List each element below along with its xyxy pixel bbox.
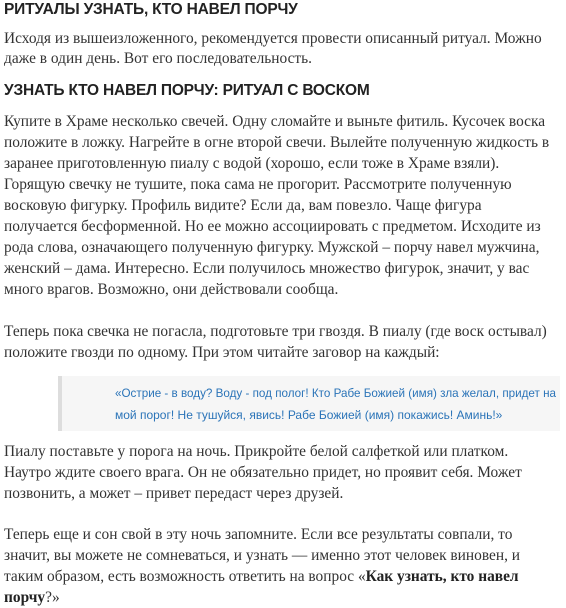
paragraph-1-line: женский – дама. Интересно. Если получилось множество фигурок, значит, у вас [4,260,530,277]
quote-line: мой порог! Не тушуйся, явись! Рабе Божией (имя) покажись! Аминь!» [115,408,503,422]
paragraph-1-line: получается бесформенной. Но ее можно ассоциировать с предметом. Исходите из [4,218,541,235]
paragraph-1-line: Купите в Храме несколько свечей. Одну сломайте и выньте фитиль. Кусочек воска [4,113,546,130]
paragraph-1-line: положите в ложку. Нагрейте в огне второй свечи. Вылейте полученную жидкость в [4,134,550,151]
key-question-bold: порчу [4,589,46,606]
paragraph-3-line: позвонить, а может – привет передаст через друзей. [4,485,344,502]
paragraph-1-line: Горящую свечку не тушите, пока сама не прогорит. Рассмотрите полученную [4,176,512,193]
paragraph-1-line: рода слова, означающего полученную фигурку. Мужской – порчу навел мужчина, [4,239,540,256]
heading-wax-ritual: УЗНАТЬ КТО НАВЕЛ ПОРЧУ: РИТУАЛ С ВОСКОМ [4,82,370,99]
paragraph-2-line: положите гвозди по одному. При этом читайте заговор на каждый: [4,344,440,361]
paragraph-4-line: Теперь еще и сон свой в эту ночь запомните. Если все результаты совпали, то [4,526,513,543]
paragraph-2-line: Теперь пока свечка не погасла, подготовьте три гвоздя. В пиалу (где воск остывал) [4,323,547,340]
intro-line: даже в один день. Вот его последовательность. [4,50,313,67]
paragraph-1-line: много врагов. Возможно, они действовали сообща. [4,281,339,298]
paragraph-4-line [4,568,519,586]
paragraph-4-line: значит, вы можете не сомневаться, и узнать — именно этот человек виновен, и [4,547,521,564]
heading-rituals: РИТУАЛЫ УЗНАТЬ, КТО НАВЕЛ ПОРЧУ [4,1,298,18]
paragraph-4-text: ?» [45,589,60,606]
intro-line: Исходя из вышеизложенного, рекомендуется провести описанный ритуал. Можно [4,30,542,47]
paragraph-1-line: восковую фигурку. Профиль видите? Если да, вам повезло. Чаще фигура [4,197,482,214]
paragraph-3-line: Наутро ждите своего врага. Он не обязательно придет, но проявит себя. Может [4,464,522,481]
paragraph-1-line: заранее приготовленную пиалу с водой (хорошо, если тоже в Храме взяли). [4,155,500,172]
paragraph-3-line: Пиалу поставьте у порога на ночь. Прикройте белой салфеткой или платком. [4,443,509,460]
paragraph-4-line [4,589,60,607]
key-question-bold: Как узнать, кто навел [365,568,519,585]
paragraph-4-text: таким образом, есть возможность ответить на вопрос « [4,568,366,585]
quote-line: «Острие - в воду? Воду - под полог! Кто Рабе Божией (имя) зла желал, придет на [115,386,557,400]
